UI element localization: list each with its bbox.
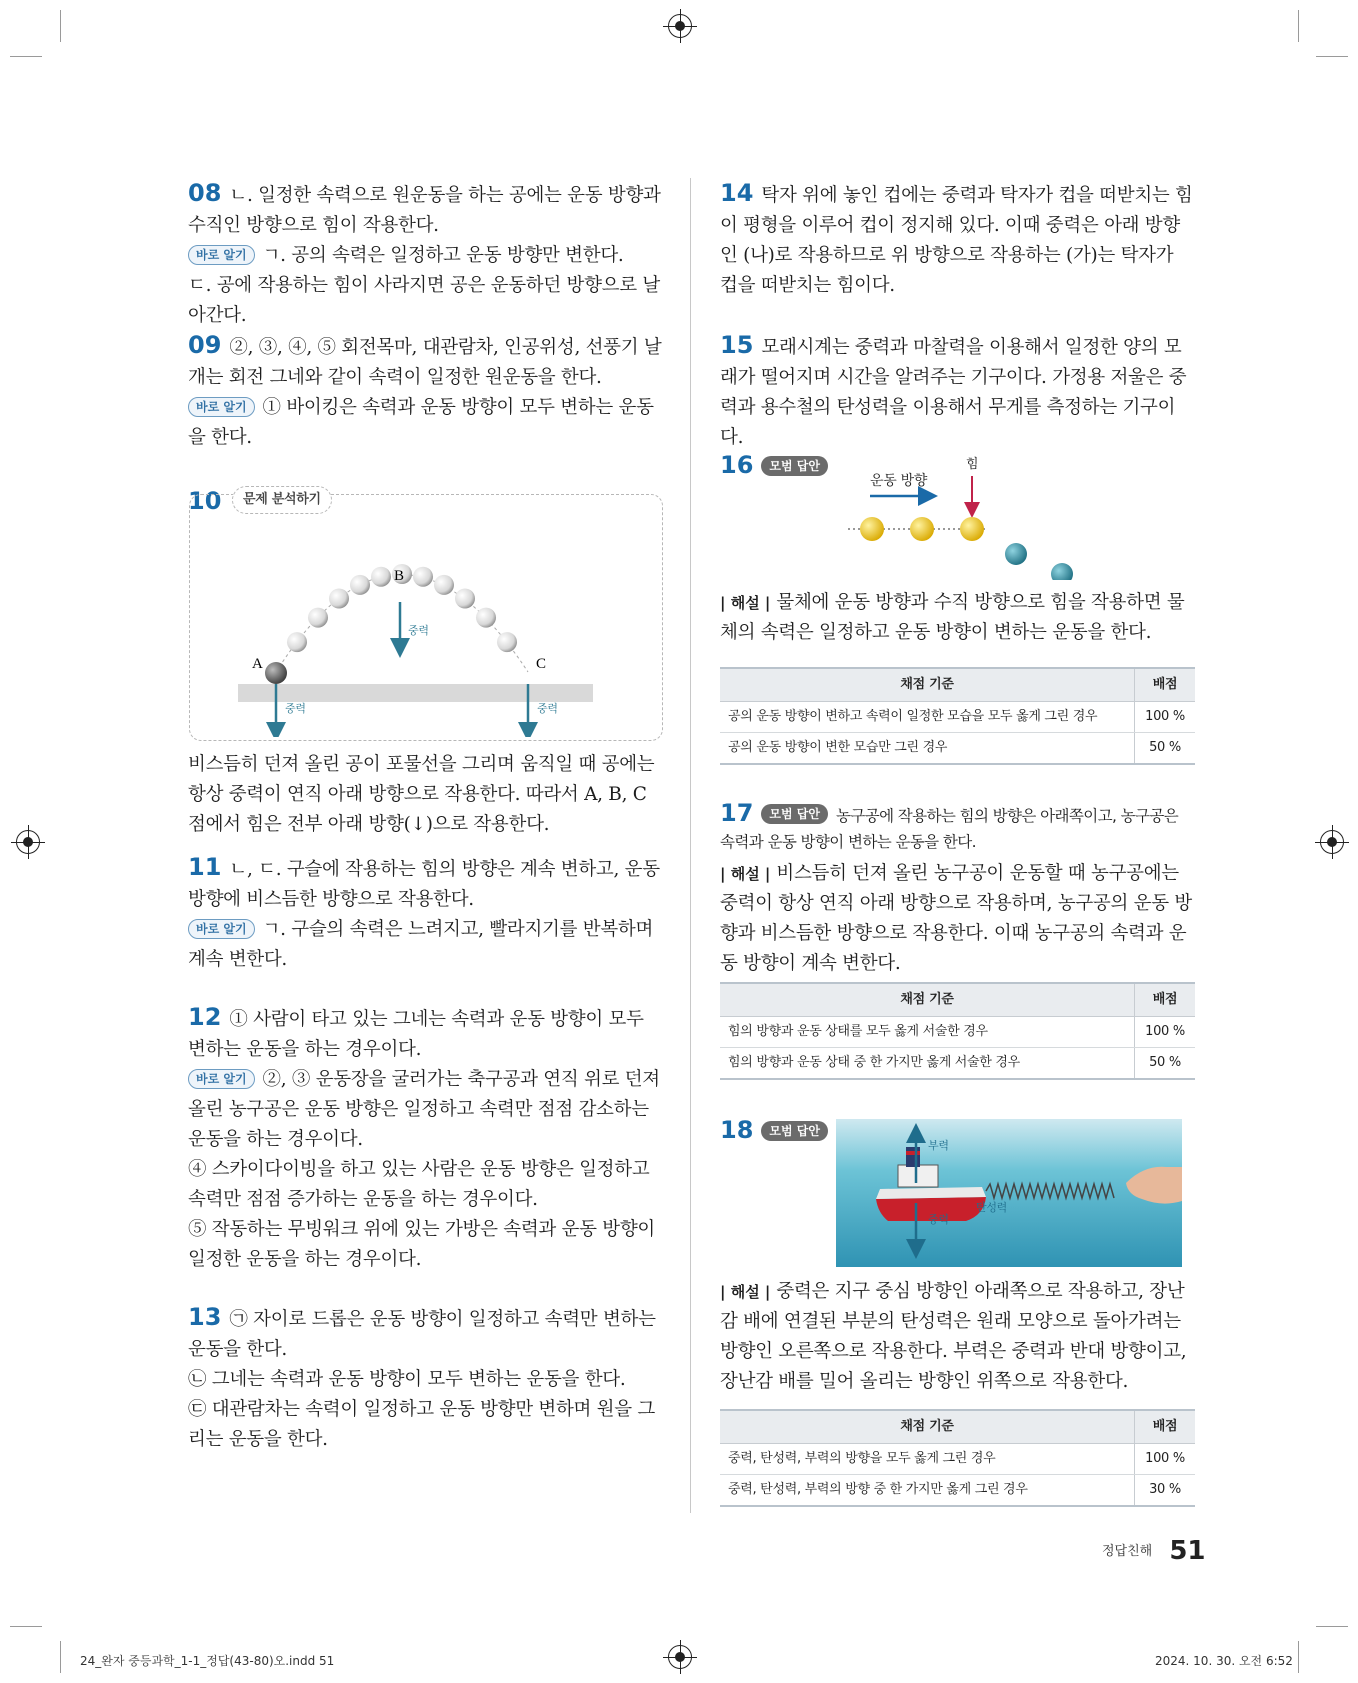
answer-16 <box>720 450 1195 800</box>
crop-mark <box>60 1641 61 1673</box>
circular-motion-diagram <box>830 440 1090 580</box>
answer-08 <box>188 178 663 330</box>
explanation-tag: | 해설 | <box>720 1283 771 1301</box>
answer-13 <box>188 1302 663 1455</box>
criteria-cell: 중력, 탄성력, 부력의 방향 중 한 가지만 옳게 그린 경우 <box>728 1482 1028 1497</box>
grading-table <box>720 667 1195 765</box>
table-header: 채점 기준 <box>720 1410 1135 1444</box>
answer-text: ④ 스카이다이빙을 하고 있는 사람은 운동 방향은 일정하고 속력만 점점 증가하는 운동을 하는 경우이다. <box>188 1159 650 1210</box>
projectile-diagram <box>190 522 660 737</box>
answer-text: ㉡ 그네는 속력과 운동 방향이 모두 변하는 운동을 한다. <box>188 1369 626 1390</box>
buoyancy-label: 부력 <box>928 1139 949 1152</box>
crop-mark <box>1316 1626 1348 1627</box>
criteria-cell: 중력, 탄성력, 부력의 방향을 모두 옳게 그린 경우 <box>720 1444 1135 1475</box>
gravity-label-c: 중력 <box>537 702 558 715</box>
answer-text: ㄴ. 일정한 속력으로 원운동을 하는 공에는 운동 방향과 수직인 방향으로 힘이 작용한다. <box>188 185 661 236</box>
answer-text: ㉠ 자이로 드롭은 운동 방향이 일정하고 속력만 변하는 운동을 한다. <box>188 1309 656 1360</box>
gravity-label-b: 중력 <box>408 624 429 637</box>
table-row <box>720 1475 1195 1507</box>
wrong-explanation-tag: 바로 알기 <box>188 245 255 265</box>
answer-text: ⑤ 작동하는 무빙워크 위에 있는 가방은 속력과 운동 방향이 일정한 운동을 하는 경우이다. <box>188 1219 655 1270</box>
model-answer-tag: 모범 답안 <box>761 456 828 476</box>
wrong-explanation-tag: 바로 알기 <box>188 397 255 417</box>
trajectory-ball <box>434 575 454 595</box>
crop-mark <box>10 1626 42 1627</box>
answer-text: 비스듬히 던져 올린 공이 포물선을 그리며 움직일 때 공에는 항상 중력이 연직 아래 방향으로 작용한다. 따라서 A, B, C 점에서 힘은 전부 아래 방향(↓)으로 작용한다. <box>188 754 655 835</box>
question-number: 17 <box>720 799 754 827</box>
answer-text: ②, ③ 운동장을 굴러가는 축구공과 연직 위로 던져 올린 농구공은 운동 방향은 일정하고 속력만 점점 감소하는 운동을 하는 경우이다. <box>188 1069 660 1150</box>
question-number: 15 <box>720 331 754 359</box>
score-cell: 100 % <box>1135 1017 1196 1048</box>
criteria-cell: 힘의 방향과 운동 상태를 모두 옳게 서술한 경우 <box>720 1017 1135 1048</box>
grading-table <box>720 1409 1195 1507</box>
trajectory-ball <box>329 589 349 609</box>
boat-deck <box>876 1187 986 1199</box>
point-label-b: B <box>394 568 404 584</box>
table-row <box>720 1017 1195 1048</box>
ground-surface <box>238 684 593 702</box>
toy-boat-diagram <box>836 1119 1182 1267</box>
answer-10 <box>188 482 663 852</box>
print-file-info: 24_완자 중등과학_1-1_정답(43-80)오.indd 51 <box>80 1654 335 1668</box>
question-number: 14 <box>720 179 754 207</box>
ball-a <box>265 662 287 684</box>
crop-mark <box>10 56 42 57</box>
answer-text: ㄱ. 공의 속력은 일정하고 운동 방향만 변한다. <box>262 245 624 266</box>
boat-funnel-band <box>906 1151 920 1155</box>
model-answer-tag: 모범 답안 <box>761 804 828 824</box>
model-answer-tag: 모범 답안 <box>761 1121 828 1141</box>
trajectory-ball <box>308 608 328 628</box>
question-number: 12 <box>188 1003 222 1031</box>
answer-text: ㄷ. 공에 작용하는 힘이 사라지면 공은 운동하던 방향으로 날아간다. <box>188 275 660 326</box>
question-number: 16 <box>720 451 754 479</box>
criteria-cell: 공의 운동 방향이 변한 모습만 그린 경우 <box>728 740 948 755</box>
explanation-tag: | 해설 | <box>720 594 771 612</box>
section-label: 정답친해 <box>1102 1544 1153 1559</box>
answer-15 <box>720 330 1195 450</box>
trajectory-ball <box>350 575 370 595</box>
explanation-text: 중력은 지구 중심 방향인 아래쪽으로 작용하고, 장난감 배에 연결된 부분의 탄성력은 원래 모양으로 돌아가려는 방향인 오른쪽으로 작용한다. 부력은 중력과 반대 방향이고, 장난감 배를 밀어 올리는 방향인 위쪽으로 작용한다. <box>720 1281 1187 1392</box>
crop-mark <box>1298 1641 1299 1673</box>
question-number: 11 <box>188 853 222 881</box>
table-header: 배점 <box>1135 668 1196 702</box>
table-header: 배점 <box>1135 1410 1196 1444</box>
explanation-text: 물체에 운동 방향과 수직 방향으로 힘을 작용하면 물체의 속력은 일정하고 운동 방향이 변하는 운동을 한다. <box>720 592 1185 643</box>
answer-text: ㄴ, ㄷ. 구슬에 작용하는 힘의 방향은 계속 변하고, 운동 방향에 비스듬한 방향으로 작용한다. <box>188 859 660 910</box>
point-label-a: A <box>252 656 263 672</box>
column-divider <box>690 178 691 1513</box>
point-label-c: C <box>536 656 546 672</box>
wrong-explanation-tag: 바로 알기 <box>188 919 255 939</box>
criteria-cell: 힘의 방향과 운동 상태 중 한 가지만 옳게 서술한 경우 <box>728 1055 1020 1070</box>
table-row <box>720 702 1195 733</box>
answer-text: ②, ③, ④, ⑤ 회전목마, 대관람차, 인공위성, 선풍기 날개는 회전 그네와 같이 속력이 일정한 원운동을 한다. <box>188 337 662 388</box>
registration-mark-icon <box>668 1645 692 1669</box>
table-row <box>720 1048 1195 1080</box>
answer-12 <box>188 1002 663 1302</box>
score-cell: 50 % <box>1135 1048 1196 1080</box>
answer-text: ㉢ 대관람차는 속력이 일정하고 운동 방향만 변하며 원을 그리는 운동을 한다. <box>188 1399 655 1450</box>
boat-funnel <box>906 1147 920 1167</box>
explanation-text: 비스듬히 던져 올린 농구공이 운동할 때 농구공에는 중력이 항상 연직 아래 방향으로 작용하며, 농구공의 운동 방향과 비스듬한 방향으로 작용한다. 이때 농구공의 속력과 운동 방향이 계속 변한다. <box>720 863 1192 974</box>
question-number: 10 <box>188 487 222 515</box>
table-row <box>720 733 1195 765</box>
answer-11 <box>188 852 663 1002</box>
force-label: 힘 <box>966 457 979 472</box>
ball-yellow <box>960 517 984 541</box>
score-cell: 30 % <box>1135 1475 1196 1507</box>
ball-teal <box>1005 543 1027 565</box>
crop-mark <box>1298 10 1299 42</box>
page-footer <box>1102 1536 1206 1566</box>
table-row <box>720 1444 1195 1475</box>
model-answer-text: 농구공에 작용하는 힘의 방향은 아래쪽이고, 농구공은 속력과 운동 방향이 변하는 운동을 한다. <box>720 807 1179 851</box>
analysis-box-title: 문제 분석하기 <box>232 486 332 514</box>
answer-17 <box>720 800 1195 1115</box>
left-column <box>188 178 663 1455</box>
answer-14 <box>720 178 1195 330</box>
grading-table <box>720 982 1195 1080</box>
registration-mark-icon <box>16 830 40 854</box>
answer-text: ① 사람이 타고 있는 그네는 속력과 운동 방향이 모두 변하는 운동을 하는 경우이다. <box>188 1009 644 1060</box>
motion-direction-label: 운동 방향 <box>870 473 928 489</box>
table-header: 배점 <box>1135 983 1196 1017</box>
question-number: 18 <box>720 1116 754 1144</box>
answer-text: ㄱ. 구슬의 속력은 느려지고, 빨라지기를 반복하며 계속 변한다. <box>188 919 654 970</box>
elastic-force-label: 탄성력 <box>976 1201 1007 1214</box>
trajectory-ball <box>476 608 496 628</box>
trajectory-ball <box>413 567 433 587</box>
trajectory-ball <box>287 632 307 652</box>
answer-text: ① 바이킹은 속력과 운동 방향이 모두 변하는 운동을 한다. <box>188 397 654 448</box>
print-date-info: 2024. 10. 30. 오전 6:52 <box>1155 1654 1293 1668</box>
table-header: 채점 기준 <box>720 983 1135 1017</box>
score-cell: 100 % <box>1135 702 1196 733</box>
criteria-cell: 공의 운동 방향이 변하고 속력이 일정한 모습을 모두 옳게 그린 경우 <box>720 702 1135 733</box>
ball-yellow <box>910 517 934 541</box>
crop-mark <box>60 10 61 42</box>
score-cell: 50 % <box>1135 733 1196 765</box>
table-header: 채점 기준 <box>720 668 1135 702</box>
gravity-label: 중력 <box>928 1213 949 1226</box>
gravity-label-a: 중력 <box>285 702 306 715</box>
trajectory-ball <box>455 589 475 609</box>
answer-text: 탁자 위에 놓인 컵에는 중력과 탁자가 컵을 떠받치는 힘이 평형을 이루어 컵이 정지해 있다. 이때 중력은 아래 방향인 (나)로 작용하므로 위 방향으로 작용하는 (가)는 탁자가 컵을 떠받치는 힘이다. <box>720 185 1193 296</box>
page-number: 51 <box>1169 1536 1206 1566</box>
answer-09 <box>188 330 663 482</box>
explanation-tag: | 해설 | <box>720 865 771 883</box>
ball-teal <box>1051 563 1073 580</box>
registration-mark-icon <box>1320 830 1344 854</box>
ball-yellow <box>860 517 884 541</box>
answer-18 <box>720 1115 1195 1497</box>
wrong-explanation-tag: 바로 알기 <box>188 1069 255 1089</box>
crop-mark <box>1316 56 1348 57</box>
answer-text: 모래시계는 중력과 마찰력을 이용해서 일정한 양의 모래가 떨어지며 시간을 알려주는 기구이다. 가정용 저울은 중력과 용수철의 탄성력을 이용해서 무게를 측정하는 기구이다. <box>720 337 1187 448</box>
boat-cabin <box>898 1165 938 1187</box>
registration-mark-icon <box>668 14 692 38</box>
question-number: 08 <box>188 179 222 207</box>
trajectory-ball <box>371 567 391 587</box>
right-column <box>720 178 1195 1497</box>
question-number: 09 <box>188 331 222 359</box>
question-number: 13 <box>188 1303 222 1331</box>
score-cell: 100 % <box>1135 1444 1196 1475</box>
trajectory-ball <box>497 632 517 652</box>
